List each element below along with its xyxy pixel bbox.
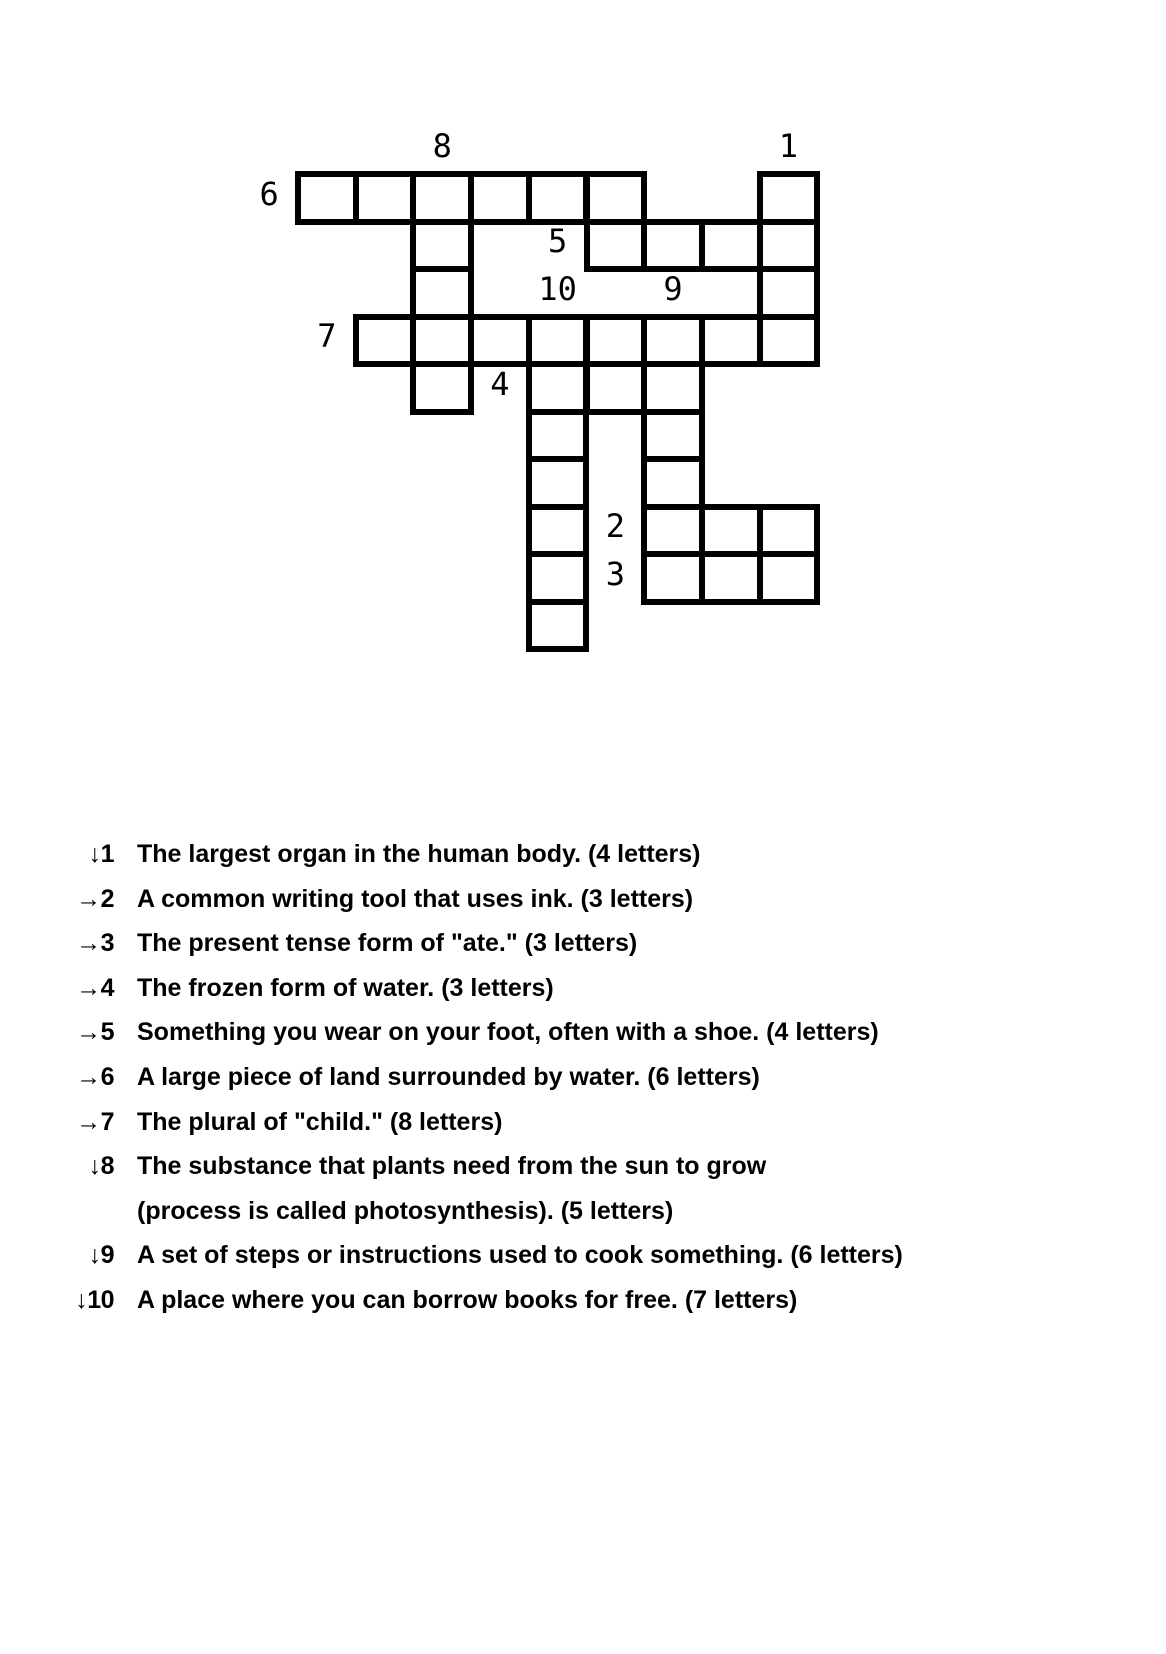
grid-cell-r3-c8[interactable] <box>757 314 821 368</box>
clue-number-label-6: 6 <box>259 174 279 213</box>
grid-cell-r8-c4[interactable] <box>526 551 590 605</box>
grid-cell-r0-c2[interactable] <box>410 171 474 225</box>
grid-cell-r5-c6[interactable] <box>641 409 705 463</box>
grid-cell-r7-c4[interactable] <box>526 504 590 558</box>
clue-3-across <box>0 921 1166 966</box>
grid-cell-r0-c4[interactable] <box>526 171 590 225</box>
grid-cell-r1-c6[interactable] <box>641 219 705 273</box>
clue-number: →7 <box>76 1107 114 1136</box>
grid-cell-r2-c8[interactable] <box>757 266 821 320</box>
clue-text: (process is called photosynthesis). (5 letters) <box>137 1196 674 1225</box>
grid-cell-r0-c1[interactable] <box>353 171 417 225</box>
grid-cell-r1-c8[interactable] <box>757 219 821 273</box>
clue-number: ↓10 <box>75 1285 114 1314</box>
clue-text: The present tense form of "ate." (3 letters) <box>137 929 638 958</box>
grid-cell-r4-c6[interactable] <box>641 361 705 415</box>
clue-10-down <box>0 1278 1166 1323</box>
clue-8-down-continued <box>0 1189 1166 1234</box>
clue-number-label-3: 3 <box>605 554 625 593</box>
clue-number-label-7: 7 <box>317 317 337 356</box>
clue-number: →3 <box>76 929 114 958</box>
clue-9-down <box>0 1233 1166 1278</box>
clue-number-label-4: 4 <box>490 364 510 403</box>
grid-cell-r3-c1[interactable] <box>353 314 417 368</box>
clue-number: ↓9 <box>88 1241 114 1270</box>
grid-cell-r1-c7[interactable] <box>699 219 763 273</box>
clue-1-down <box>0 832 1166 877</box>
clue-2-across <box>0 877 1166 922</box>
clue-number: →6 <box>76 1062 114 1091</box>
clue-number-label-1: 1 <box>778 127 799 166</box>
clue-text: The plural of "child." (8 letters) <box>137 1107 503 1136</box>
clue-number-label-8: 8 <box>432 127 452 166</box>
grid-cell-r0-c8[interactable] <box>757 171 821 225</box>
grid-cell-r7-c6[interactable] <box>641 504 705 558</box>
clue-list <box>0 832 1166 1323</box>
grid-cell-r6-c6[interactable] <box>641 456 705 510</box>
grid-cell-r3-c3[interactable] <box>468 314 532 368</box>
grid-cell-r3-c5[interactable] <box>584 314 648 368</box>
grid-cell-r3-c4[interactable] <box>526 314 590 368</box>
clue-number: →4 <box>76 973 114 1002</box>
grid-cell-r9-c4[interactable] <box>526 599 590 653</box>
clue-number: →2 <box>76 884 114 913</box>
grid-cell-r5-c4[interactable] <box>526 409 590 463</box>
clue-4-across <box>0 966 1166 1011</box>
grid-cell-r8-c7[interactable] <box>699 551 763 605</box>
clue-7-across <box>0 1100 1166 1145</box>
grid-cell-r0-c5[interactable] <box>584 171 648 225</box>
clue-text: Something you wear on your foot, often with a shoe. (4 letters) <box>137 1018 879 1047</box>
clue-text: The largest organ in the human body. (4 letters) <box>137 840 701 868</box>
clue-number-label-10: 10 <box>538 269 577 308</box>
clue-text: The substance that plants need from the sun to grow <box>137 1152 767 1181</box>
grid-cell-r0-c3[interactable] <box>468 171 532 225</box>
clue-number-label-5: 5 <box>548 222 568 261</box>
grid-cell-r8-c6[interactable] <box>641 551 705 605</box>
grid-cell-r8-c8[interactable] <box>757 551 821 605</box>
grid-cell-r3-c7[interactable] <box>699 314 763 368</box>
crossword-grid <box>0 0 1166 700</box>
clue-number: →5 <box>76 1018 114 1047</box>
grid-cell-r6-c4[interactable] <box>526 456 590 510</box>
grid-cell-r3-c2[interactable] <box>410 314 474 368</box>
clue-6-across <box>0 1055 1166 1100</box>
clue-number: ↓8 <box>88 1152 114 1181</box>
grid-cell-r4-c2[interactable] <box>410 361 474 415</box>
clue-text: A common writing tool that uses ink. (3 letters) <box>137 884 694 913</box>
grid-cell-r1-c2[interactable] <box>410 219 474 273</box>
clue-text: The frozen form of water. (3 letters) <box>137 973 554 1002</box>
clue-number-label-9: 9 <box>663 269 683 308</box>
clue-8-down <box>0 1144 1166 1189</box>
grid-cell-r3-c6[interactable] <box>641 314 705 368</box>
clue-number: ↓1 <box>88 840 114 868</box>
grid-cell-r7-c8[interactable] <box>757 504 821 558</box>
grid-cell-r0-c0[interactable] <box>295 171 359 225</box>
grid-cell-r4-c5[interactable] <box>584 361 648 415</box>
clue-number-label-2: 2 <box>605 507 625 546</box>
clue-text: A set of steps or instructions used to cook something. (6 letters) <box>137 1241 903 1270</box>
grid-cell-r2-c2[interactable] <box>410 266 474 320</box>
grid-cell-r7-c7[interactable] <box>699 504 763 558</box>
clue-text: A large piece of land surrounded by water. (6 letters) <box>137 1062 760 1091</box>
clue-5-across <box>0 1010 1166 1055</box>
grid-cell-r1-c5[interactable] <box>584 219 648 273</box>
clue-text: A place where you can borrow books for free. (7 letters) <box>137 1285 798 1314</box>
grid-cell-r4-c4[interactable] <box>526 361 590 415</box>
